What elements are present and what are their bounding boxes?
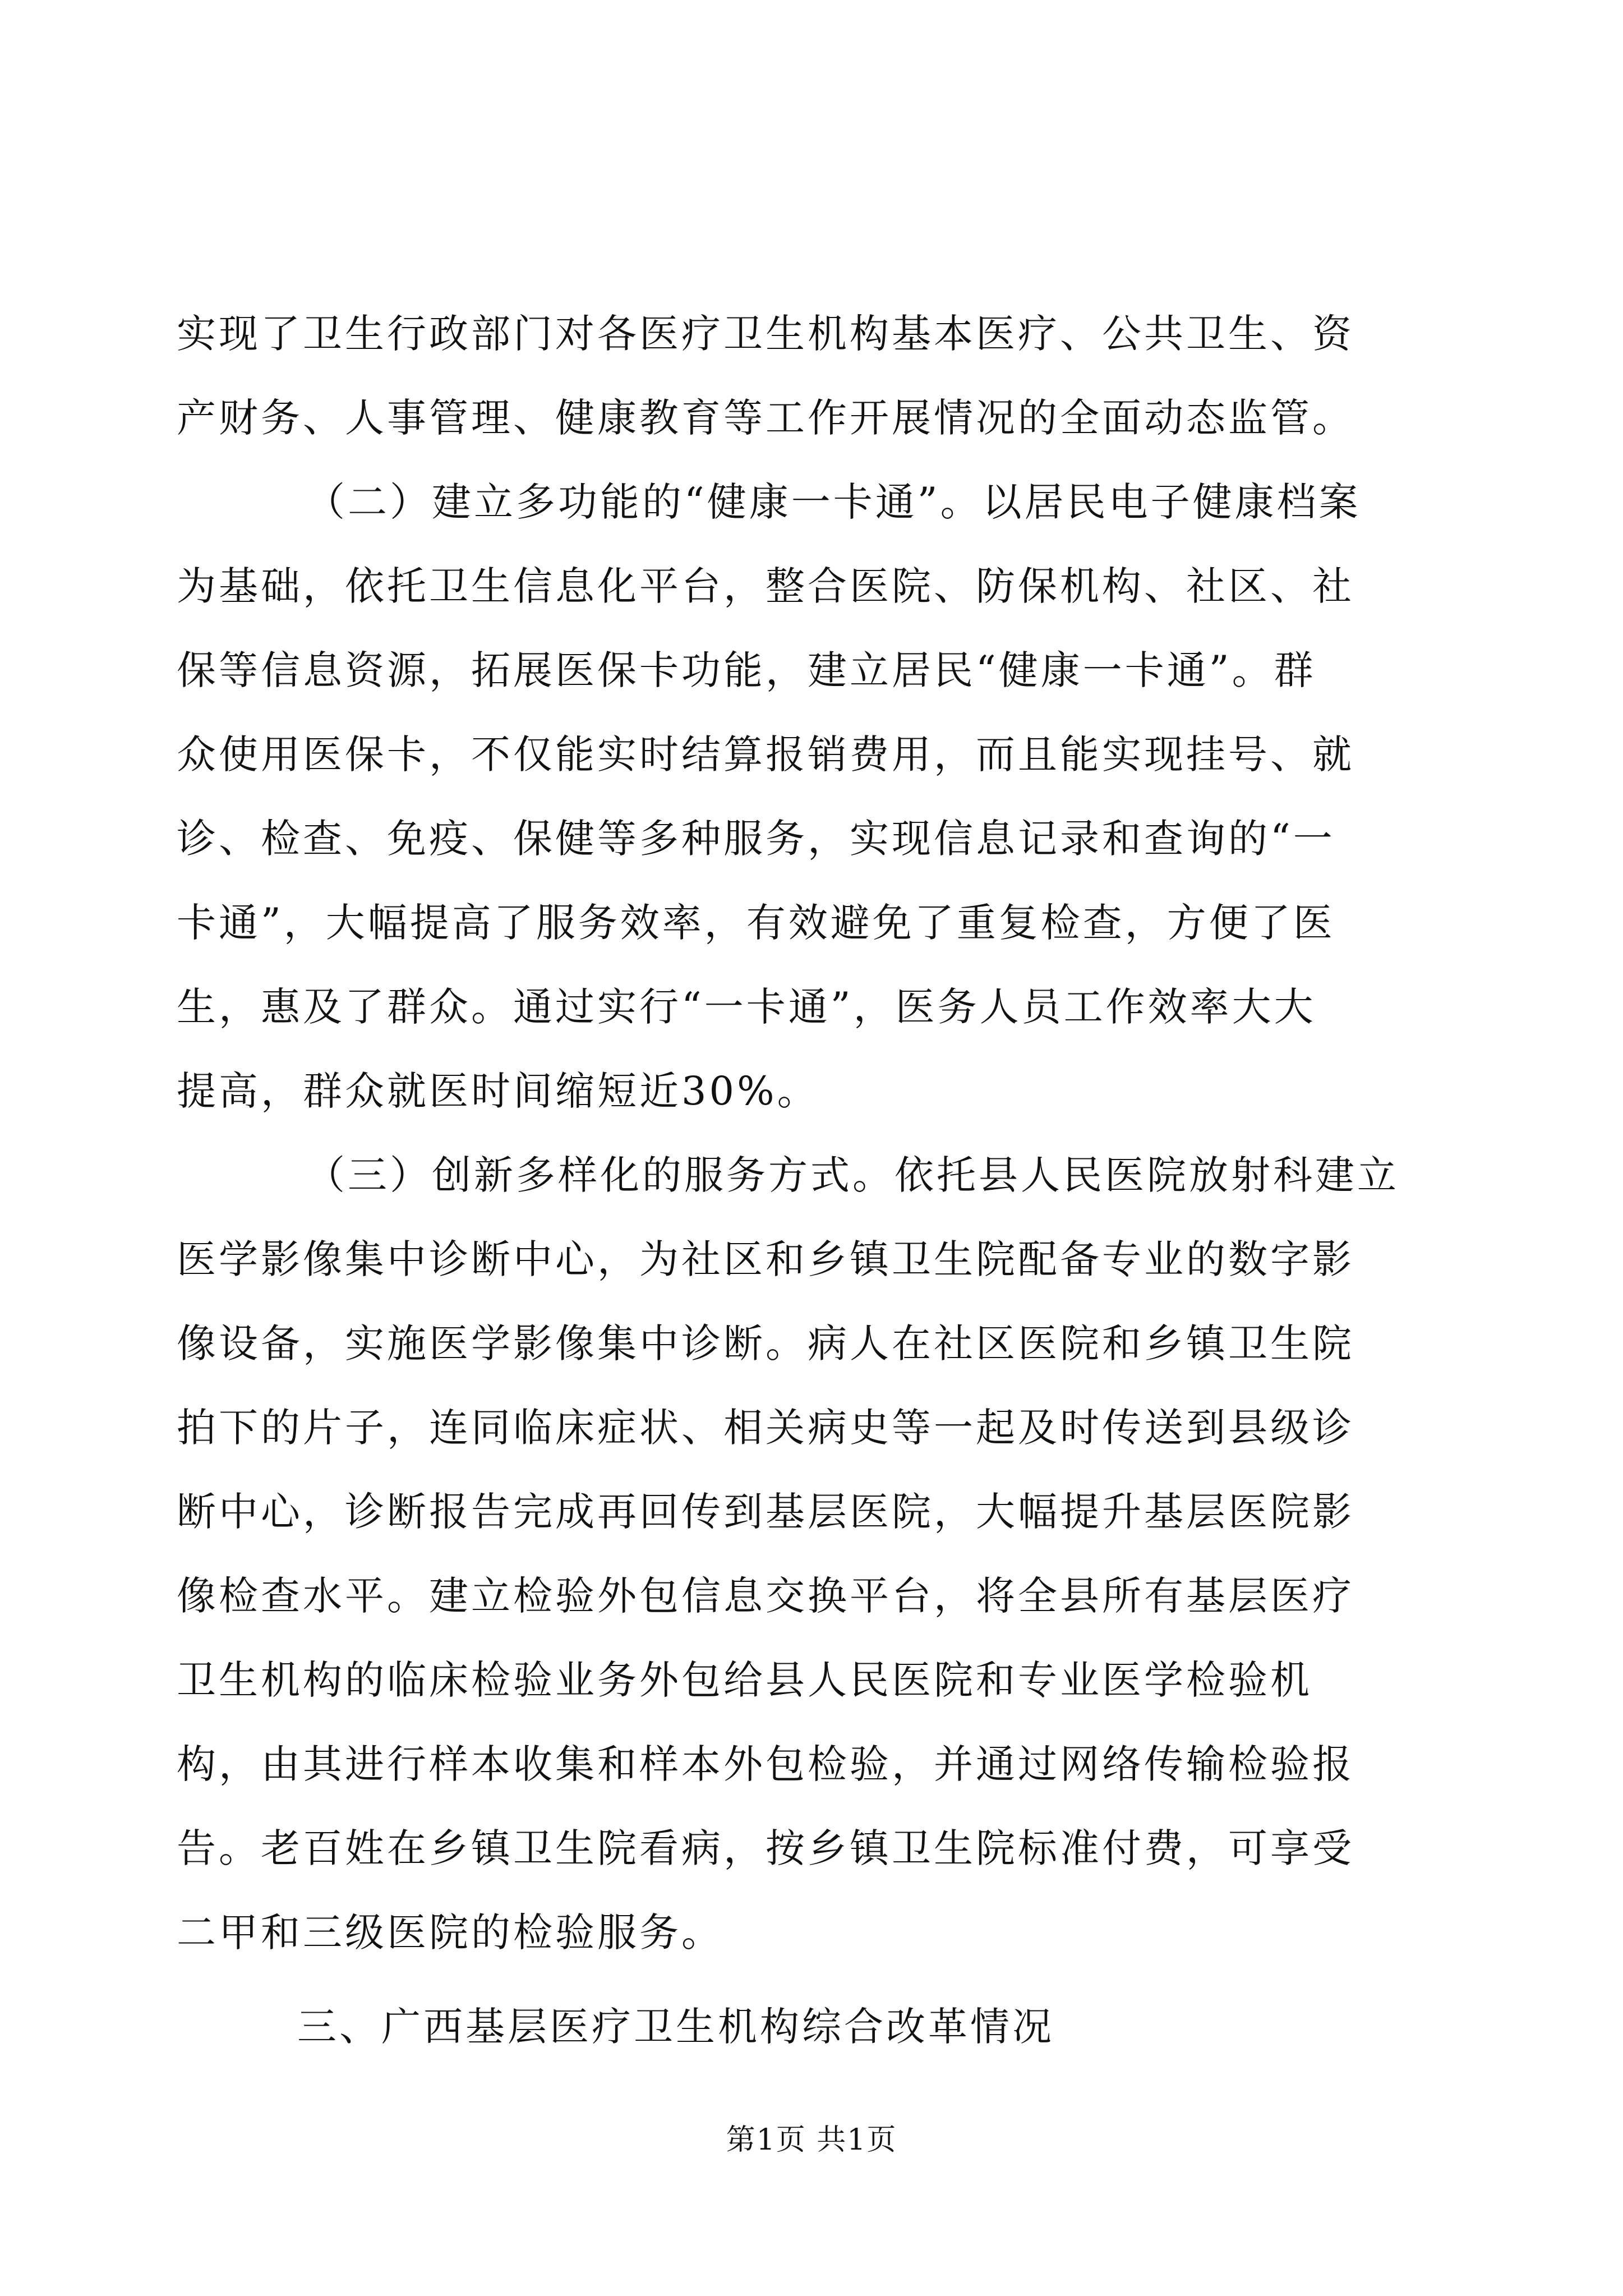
body-line: 众使用医保卡，不仅能实时结算报销费用，而且能实现挂号、就 xyxy=(177,731,1354,777)
paragraph-spacing xyxy=(177,1975,1433,1985)
body-line: 卡通”，大幅提高了服务效率，有效避免了重复检查，方便了医 xyxy=(177,900,1335,946)
body-line: 诊、检查、免疫、保健等多种服务，实现信息记录和查询的“一 xyxy=(177,816,1335,862)
body-line: 为基础，依托卫生信息化平台，整合医院、防保机构、社区、社 xyxy=(177,563,1354,609)
body-line: 拍下的片子，连同临床症状、相关病史等一起及时传送到县级诊 xyxy=(177,1405,1354,1451)
body-line: 构，由其进行样本收集和样本外包检验，并通过网络传输检验报 xyxy=(177,1741,1354,1787)
body-line: 医学影像集中诊断中心，为社区和乡镇卫生院配备专业的数字影 xyxy=(177,1236,1354,1282)
section-heading: 三、广西基层医疗卫生机构综合改革情况 xyxy=(297,2004,1054,2050)
body-line: 卫生机构的临床检验业务外包给县人民医院和专业医学检验机 xyxy=(177,1657,1312,1703)
body-line: 二甲和三级医院的检验服务。 xyxy=(177,1910,723,1955)
body-line: 实现了卫生行政部门对各医疗卫生机构基本医疗、公共卫生、资 xyxy=(177,311,1354,357)
document-body xyxy=(177,292,1433,2069)
body-line: 像设备，实施医学影像集中诊断。病人在社区医院和乡镇卫生院 xyxy=(177,1320,1354,1366)
body-line: 提高，群众就医时间缩短近30%。 xyxy=(177,1068,819,1114)
body-line: 断中心，诊断报告完成再回传到基层医院，大幅提升基层医院影 xyxy=(177,1489,1354,1535)
page-footer: 第1页 共1页 xyxy=(726,2123,897,2157)
paragraph-start-line: （三）创新多样化的服务方式。依托县人民医院放射科建立 xyxy=(306,1152,1399,1198)
body-line: 保等信息资源，拓展医保卡功能，建立居民“健康一卡通”。群 xyxy=(177,647,1316,693)
paragraph-start-line: （二）建立多功能的“健康一卡通”。以居民电子健康档案 xyxy=(306,479,1361,525)
body-line: 告。老百姓在乡镇卫生院看病，按乡镇卫生院标准付费，可享受 xyxy=(177,1825,1354,1871)
body-line: 生，惠及了群众。通过实行“一卡通”，医务人员工作效率大大 xyxy=(177,984,1316,1030)
body-line: 产财务、人事管理、健康教育等工作开展情况的全面动态监管。 xyxy=(177,395,1354,441)
body-line: 像检查水平。建立检验外包信息交换平台，将全县所有基层医疗 xyxy=(177,1573,1354,1619)
